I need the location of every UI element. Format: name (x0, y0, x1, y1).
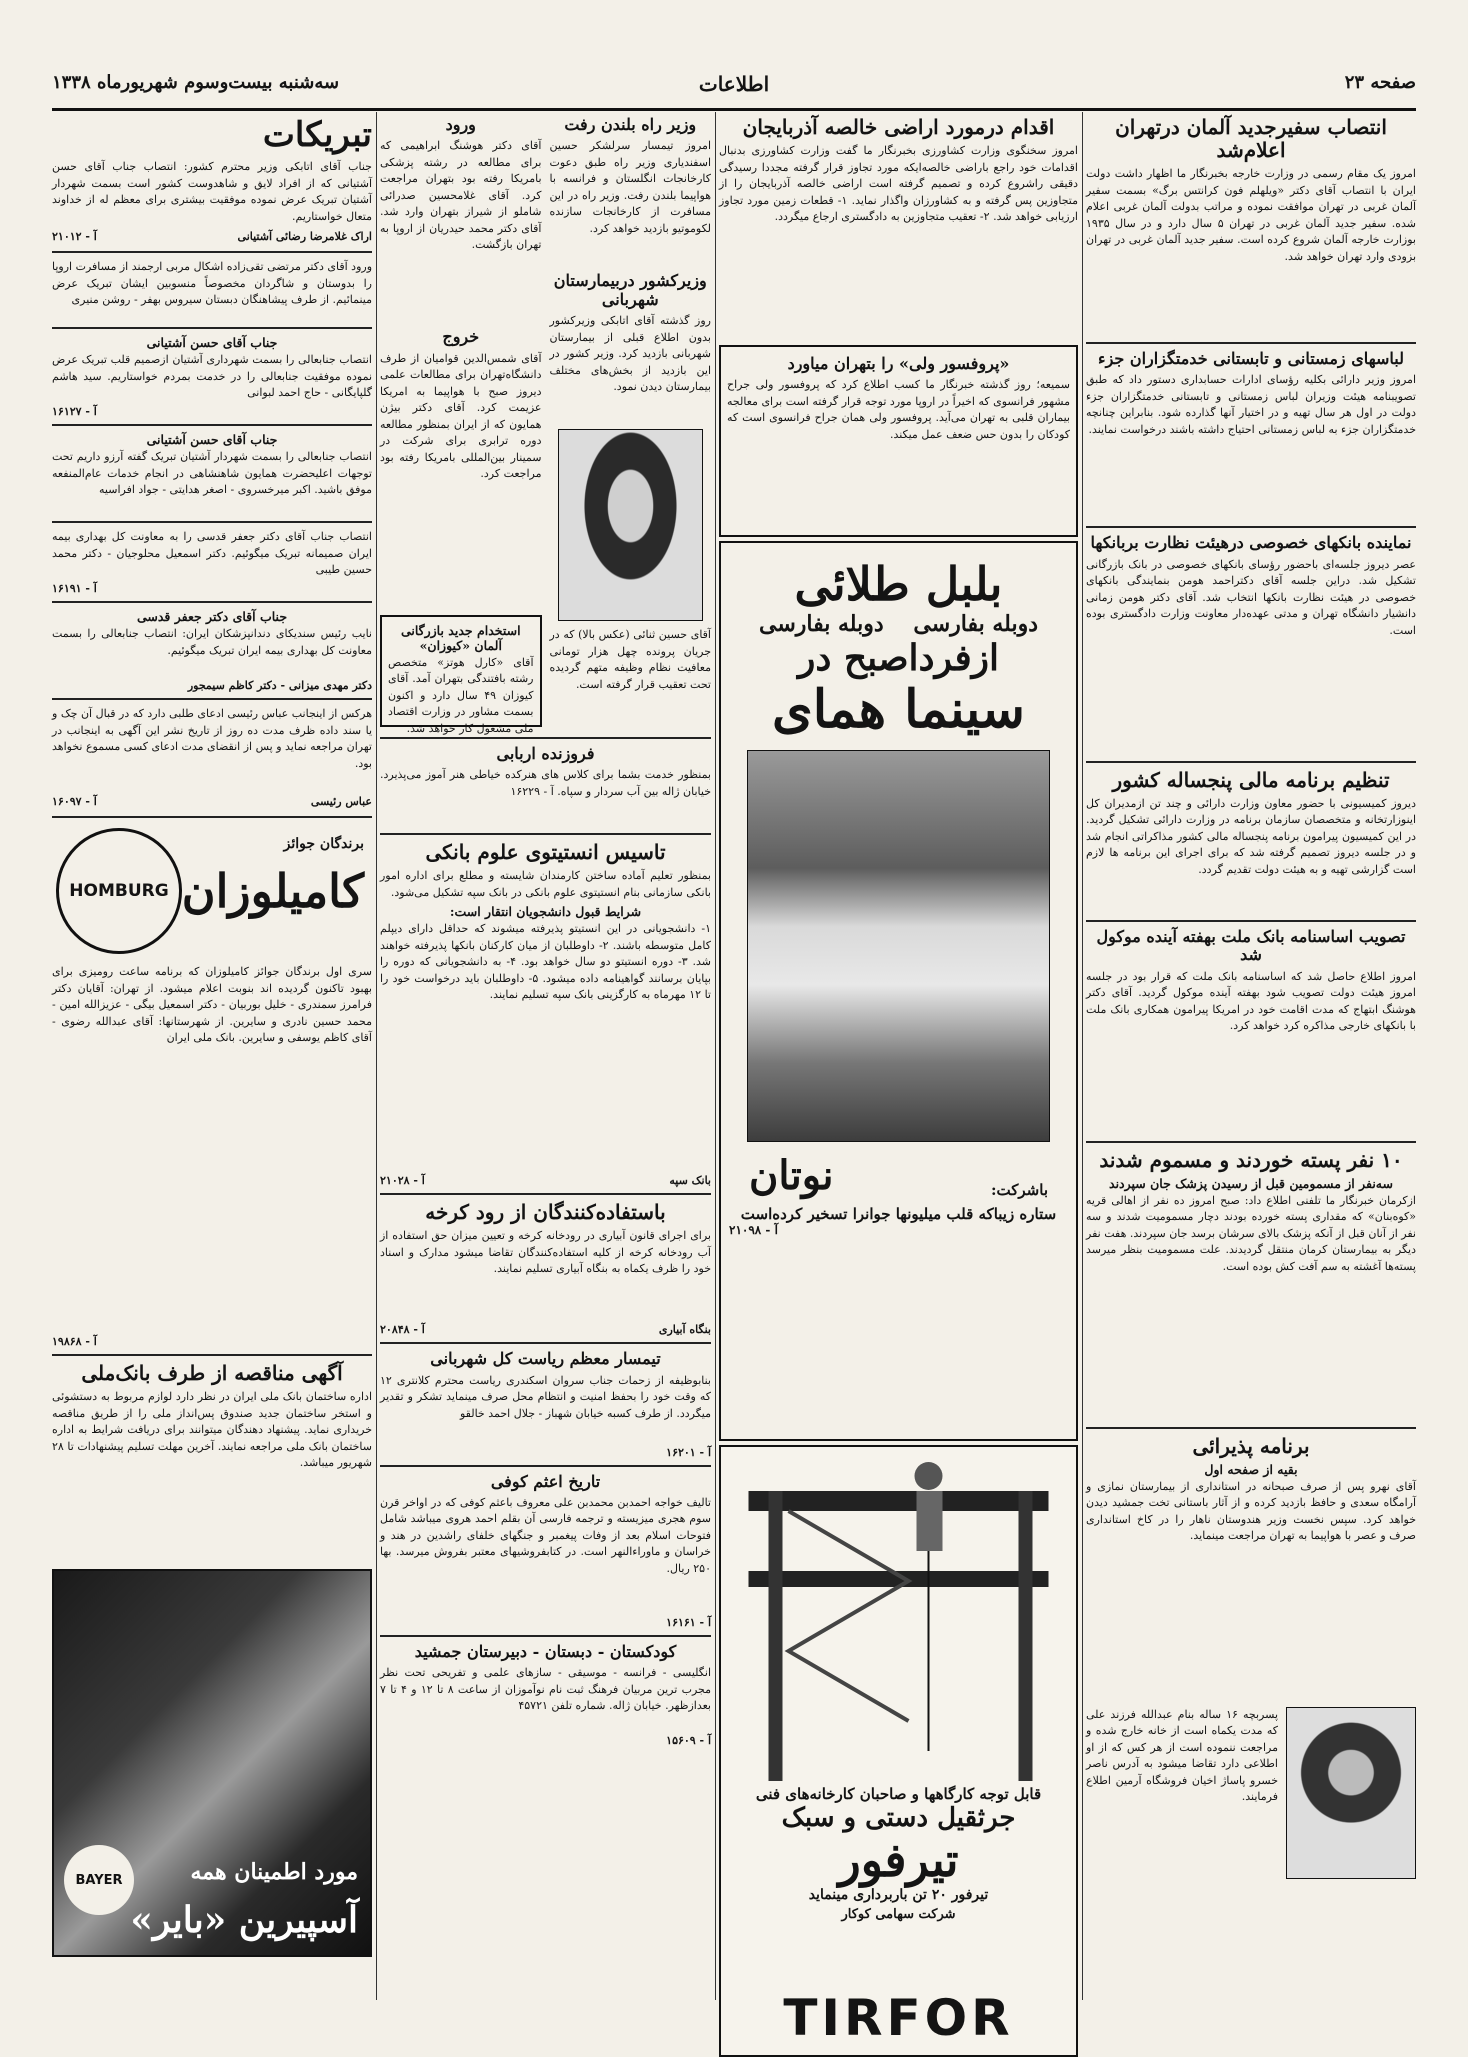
headline: خروج (442, 327, 480, 347)
signature: اراک غلامرضا رضائی آشتیانی (237, 230, 372, 244)
article-body: تالیف خواجه احمدبن محمدبن علی معروف باعثم کوفی که در اواخر قرن سوم هجری میزیسته و ترجمه فارسی آن بقلم احمد هروی میباشد شامل فتوحات اسلام بعد از وفات پیغمبر و جنگهای خلفای راشدین در هند و خراسان و ماوراءالنهر است. در کتابفروشیهای معتبر بفروش میرسد. بها ۲۵۰ ریال. (380, 1495, 711, 1575)
movie-title: بلبل طلائی (794, 557, 1003, 611)
page-header (52, 66, 1416, 106)
ad-code: آ - ۲۱۰۱۲ (52, 230, 97, 244)
article-body: بمنظور خدمت بشما برای کلاس های هنرکده خیاطی هنر آموز می‌پذیرد. خیابان ژاله بین آب سردار و سپاه. آ - ۱۶۲۲۹ (380, 768, 711, 798)
headline: فروزنده اربابی (496, 743, 595, 763)
homburg-logo: HOMBURG (56, 828, 182, 954)
dubbing-label: دوبله بفارسی (759, 611, 884, 637)
article-body: عصر دیروز جلسه‌ای باحضور رؤسای بانکهای خصوصی در بانک بازرگانی تشکیل شد. دراین جلسه آقای دکتراحمد هومن بنمایندگی بانکهای خصوصی در هیئت نظارت بانکها انتخاب شد. آقای دکتر هومن زمانی دانشیار دانشگاه تهران و مدتی عهده‌دار معاونت وزارت دادگستری بوده است. (1086, 557, 1416, 637)
boxed-article (719, 345, 1078, 537)
headline: کودکستان - دبستان - دبیرستان جمشید (414, 1641, 677, 1661)
news-block (550, 112, 712, 731)
signature: بانک سپه (669, 1174, 711, 1188)
headline: «پروفسور ولی» را بتهران میاورد (787, 354, 1010, 373)
ad-code: آ - ۱۶۱۶۱ (666, 1615, 711, 1629)
article-body: آقای «کارل هوتز» متخصص رشته بافتندگی بتهران آمد. آقای کیوزان ۴۹ سال دارد و اکنون بسمت مشاور در وزارت اقتصاد ملی مشغول کار خواهد شد. (388, 655, 534, 735)
article-body: آقای شمس‌الدین قوامیان از طرف دانشگاه‌تهران برای مطالعات علمی دیروز صبح با هواپیما به امریکا عزیمت کرد. آقای دکتر بیژن همایون که از ایران بمنظور مطالعه دوره ترابری برای شرکت در سمینار بین‌المللی بامریکا رفته بود مراجعت کرد. (380, 351, 542, 481)
boy-photo (1286, 1707, 1416, 1879)
divider (1086, 1141, 1416, 1143)
dubbing-label: دوبله بفارسی (913, 611, 1038, 637)
divider (380, 833, 711, 835)
signature-row (380, 1174, 711, 1187)
article-body: بنابوظیفه از زحمات جناب سروان اسکندری ریاست محترم کلانتری ۱۲ که وقت خود را بحفظ امنیت و انتظام محل صرف مینماید تشکر و تقدیر میگردد. از طرف کسبه خیابان شهباز - جلال احمد خالقو (380, 1373, 711, 1420)
divider (52, 816, 372, 818)
divider (52, 327, 372, 329)
winners-label: برندگان جوائز (283, 836, 364, 853)
article-body: هرکس از اینجانب عباس رئیسی ادعای طلبی دارد که در قبال آن چک و یا سند داده ظرف مدت ده روز از تاریخ نشر این آگهی به اینجانب در تهران مراجعه نماید و پس از انقضای مدت ادعای کسی مسموع نخواهد بود. (52, 707, 372, 770)
worker-head (915, 1462, 943, 1490)
article-body: آقای دکتر هوشنگ ابراهیمی که برای مطالعه در رشته پزشکی بامریکا رفته بود بتهران مراجعت کرد. آقای غلامحسین صدرائی شاملو از شیراز بتهران وارد شد. آقای دکتر محمد حیدریان از اروپا به تهران بازگشت. (380, 139, 542, 252)
article-body: امروز سخنگوی وزارت کشاورزی بخبرنگار ما گفت وزارت کشاورزی بدنبال اقدامات خود راجع باراضی خالصه‌ایکه مورد تجاوز قرار گرفته مجددا رسیدگی دقیقی راشروع کرده و تصمیم گرفته است اراضی خالصه آذربایجان را از متجاوزین پس گرفته و به کشاورزان واگذار نماید. ۱- قطعات زمین مورد تجاوز ارزیابی خواهد شد. ۲- تعقیب متجاوزین به دادگستری ارجاع میگردد. (719, 144, 1079, 223)
divider (1086, 1427, 1416, 1429)
divider (380, 1465, 711, 1467)
article-body: ۱- دانشجویانی در این انستیتو پذیرفته میشوند که حداقل دارای دیپلم کامل متوسطه باشند. ۲- داوطلبان از میان کارکنان بانکها پذیرفته خواهند شد. ۳- دوره انستیتو دو سال خواهد بود. ۴- به دانشجویانی که دوره را بپایان برسانند گواهینامه داده میشود. ۵- داوطلبان باید درخواست خود را تا ۱۲ مهرماه به کارگزینی بانک سپه تسلیم نمایند. (380, 922, 712, 1002)
signature: عباس رئیسی (310, 795, 372, 809)
article-body: آقای نهرو پس از صرف صبحانه در استانداری از بیمارستان نمازی و آرامگاه سعدی و حافظ بازدید کرده و از آثار باستانی تخت جمشید دیدن خواهد کرد. سپس نخست وزیر هندوستان ناهار را در کاخ استانداری صرف و عصر با هواپیما به تهران مراجعت مینماید. (1086, 1479, 1416, 1543)
tirfor-intro: قابل توجه کارگاهها و صاحبان کارخانه‌های فنی (755, 1785, 1042, 1803)
ad-code: آ - ۱۵۶۰۹ (666, 1734, 711, 1748)
steel-beam (749, 1491, 1049, 1511)
article-body: روز گذشته آقای اتابکی وزیرکشور بدون اطلاع قبلی از بیمارستان شهربانی بازدید کرد. وزیر کشور در این بازدید از بخش‌های مختلف بیمارستان دیدن نمود. (549, 314, 711, 394)
headline: نماینده بانکهای خصوصی درهیئت نظارت بربانکها (1090, 533, 1412, 553)
divider (380, 1635, 711, 1637)
headline: جناب آقای دکتر جعفر قدسی (136, 609, 288, 625)
camilosan-advertisement (52, 824, 372, 964)
headline: تاسیس انستیتوی علوم بانکی (425, 840, 666, 865)
bayer-logo: BAYER (64, 1845, 134, 1915)
article-body: انتصاب جنابعالی را بسمت شهردار آشتیان تبریک گفته آرزو داریم تحت توجهات اعلیحضرت همایون شاهنشاهی در انجام خدمات عام‌المنفعه موفق باشید. اکبر میرخسروی - اصغر هدایتی - جواد افراسیه (52, 450, 372, 497)
divider (52, 601, 372, 603)
section-title: تبریکات (262, 115, 372, 155)
truss (789, 1511, 909, 1721)
headline: تاریخ اعثم کوفی (490, 1471, 601, 1491)
signature: دکتر مهدی میزانی - دکتر کاظم سیمجور (187, 679, 372, 693)
article-body: بمنظور تعلیم آماده ساختن کارمندان شایسته و مطلع برای اداره امور بانکی سازمانی بنام انستیتوی علوم بانکی در بانک سپه تشکیل می‌شود. (380, 869, 711, 899)
winners-list: سری اول برندگان جوائز کامیلوزان که برنامه ساعت رومیزی برای بهبود تاکنون گردیده اند بنوبت اعلام میشود. از تهران: آقایان دکتر فرامرز سمندری - خلیل بوربیان - دکتر اسمعیل بیگی - عزیزالله امین - محمد حسین نادری و سایرین. از شهرستانها: آقای عبدالله رضوی - آقای کاظم یوسفی و سایرین. بانک ملی ایران (52, 965, 372, 1045)
article-body: امروز وزیر دارائی بکلیه رؤسای ادارات حسابداری دستور داد که طبق تصویبنامه هیئت وزیران لباس زمستانی و تابستانی خدمتگزاران جزء دولت در اول هر سال تهیه و در اختیار آنها گذارده شود. بنابراین چنانچه خدمتگزاران جزء به لباس زمستانی احتیاج داشته باشند درخواست نمایند. (1086, 373, 1416, 436)
cast-label: باشرکت: (991, 1181, 1048, 1199)
article-body: انگلیسی - فرانسه - موسیقی - سازهای علمی و تفریحی تحت نظر مجرب ترین مربیان فرهنگ ثبت نام نوآموزان از ساعت ۸ تا ۱۲ و ۴ تا ۷ بعدازظهر. خیابان ژاله. شماره تلفن ۴۵۷۲۱ (380, 1666, 712, 1713)
cast-row (729, 1152, 1068, 1199)
star-description: ستاره زیباکه قلب میلیونها جوانرا تسخیر کرده‌است (740, 1205, 1057, 1223)
article-body: ازکرمان خبرنگار ما تلفنی اطلاع داد: صبح امروز ده نفر از اهالی قریه «کوه‌بنان» که مقداری پسته خورده بودند دچار مسمومیت شدند و سه نفر از آنان قبل از آنکه پزشک بالای سرشان برسد جان سپردند. هفت نفر دیگر به بیمارستان کرمان منتقل گردیدند. علت مسمومیت بنظر میرسد پسته‌ها آغشته به سم آفت کش بوده است. (1086, 1193, 1416, 1273)
photo-caption: آقای حسین ثنائی (عکس بالا) که در جریان پرونده چهل هزار تومانی معافیت نظام وظیفه متهم گردیده تحت تعقیب قرار گرفته است. (549, 628, 711, 691)
steel-column (769, 1491, 783, 1781)
news-block (380, 112, 542, 735)
column-2 (719, 112, 1079, 2047)
divider (1086, 342, 1416, 344)
ad-code: آ - ۱۹۸۶۸ (52, 1335, 97, 1349)
headline: جناب آقای حسن آشتیانی (146, 432, 278, 448)
signature-row (52, 793, 372, 810)
cinema-advertisement (719, 541, 1078, 1441)
headline: تصویب اساسنامه بانک ملت بهفته آینده موکول شد (1096, 926, 1406, 965)
signature-row (380, 1323, 711, 1336)
headline: انتصاب سفیرجدید آلمان درتهران اعلام‌شد (1115, 115, 1387, 162)
column-4 (52, 112, 372, 2000)
notice-body: پسربچه ۱۶ ساله بنام عبدالله فرزند علی که مدت یکماه است از خانه خارج شده و مراجعت ننموده است از هر کس که از او اطلاعی دارد تقاضا میشود به آدرس ناصر خسرو پاساژ اخیان فروشگاه آرمین اطلاع فرمایند. (1086, 1707, 1278, 1804)
divider (380, 1342, 711, 1344)
headline: لباسهای زمستانی و تابستانی خدمتگزاران جزء (1098, 349, 1404, 368)
ad-code: آ - ۲۱۰۲۸ (380, 1174, 425, 1188)
headline: جناب آقای حسن آشتیانی (146, 335, 278, 351)
article-body: نایب رئیس سندیکای دندانپزشکان ایران: انتصاب جنابعالی را بسمت معاونت کل بهداری بیمه ایران تبریک میگوئیم. (52, 627, 372, 657)
article-body: انتصاب جناب آقای دکتر جعفر قدسی را به معاونت کل بهداری بیمه ایران صمیمانه تبریک میگوئیم. دکتر اسمعیل محلوجیان - دکتر محمد حسین طیبی (52, 530, 372, 577)
column-3 (380, 112, 711, 2000)
top-news-row (380, 112, 711, 735)
crane-illustration (727, 1451, 1070, 1781)
tirfor-spec: تیرفور ۲۰ تن باربرداری مینماید (808, 1887, 989, 1903)
divider (1086, 526, 1416, 528)
tirfor-brand: تیرفور (838, 1833, 959, 1887)
divider (380, 1193, 711, 1195)
headline: برنامه پذیرائی (1192, 1433, 1310, 1458)
tirfor-advertisement (719, 1445, 1078, 2057)
steel-column (1019, 1491, 1033, 1781)
article-body: امروز اطلاع حاصل شد که اساسنامه بانک ملت که قرار بود در جلسه امروز هیئت دولت تصویب شود بهفته آینده موکول گردید. آقای دکتر هوشنگ ابتهاج که مدت اقامت خود در امریکا پیرامون همکاری بانک ملت با بانکهای خارجی مذاکره کرد خواهد کرد. (1086, 969, 1416, 1033)
article-body: انتصاب جنابعالی را بسمت شهرداری آشتیان ازصمیم قلب تبریک عرض نموده موفقیت جنابعالی را در خدمت بمردم خواستاریم. سید هاشم گلپایگانی - حاج احمد لبوانی (52, 353, 372, 400)
signature-row (52, 228, 372, 245)
divider (52, 424, 372, 426)
ad-code: آ - ۲۰۸۴۸ (380, 1323, 425, 1337)
divider (52, 1354, 372, 1356)
tirfor-subtitle: جرثقیل دستی و سبک (781, 1803, 1016, 1833)
ad-code: آ - ۱۶۲۰۱ (666, 1445, 711, 1459)
actress-photo (747, 750, 1050, 1142)
divider (52, 251, 372, 253)
headline: وزیر راه بلندن رفت (564, 115, 697, 134)
subheadline: شرایط قبول دانشجویان انتقار است: (449, 904, 642, 920)
ad-code: آ - ۱۶۰۹۷ (52, 795, 97, 809)
divider (52, 521, 372, 523)
page-number: صفحه ۲۳ (1344, 72, 1416, 93)
dubbing-labels (729, 611, 1068, 637)
subheadline: بقیه از صفحه اول (1204, 1461, 1298, 1477)
column-divider (376, 112, 377, 2000)
column-1 (1086, 112, 1416, 2000)
ad-code: آ - ۱۶۱۹۱ (52, 582, 97, 596)
star-name: نوتان (749, 1152, 834, 1199)
divider (1086, 920, 1416, 922)
bayer-aspirin-advertisement (52, 1569, 372, 1957)
subheadline: سه‌نفر از مسمومین قبل از رسیدن پزشک جان سپردند (1109, 1175, 1393, 1191)
headline: اقدام درمورد اراضی خالصه آذربایجان (742, 115, 1055, 139)
headline: آگهی مناقصه از طرف بانک‌ملی (81, 1361, 343, 1386)
newspaper-name: اطلاعات (698, 72, 770, 96)
divider (1086, 761, 1416, 763)
tirfor-logo: TIRFOR (783, 1989, 1014, 2047)
cinema-name: سینما همای (772, 679, 1025, 740)
issue-date: سه‌شنبه بیست‌وسوم شهریورماه ۱۳۳۸ (52, 72, 340, 93)
ad-code: آ - ۲۱۰۹۸ (729, 1223, 778, 1237)
column-divider (1082, 112, 1083, 2000)
tirfor-agent: شرکت سهامی کوکار (841, 1907, 956, 1922)
worker-body (917, 1491, 943, 1551)
headline: باستفاده‌کنندگان از رود کرخه (425, 1200, 666, 1225)
article-body: برای اجرای قانون آبیاری در رودخانه کرخه و تعیین میزان حق استفاده از آب رودخانه کرخه از کلیه استفاده‌کنندگان تقاضا میشود مدارک و اسناد خود را ظرف یکماه به بنگاه آبیاری تسلیم نمایند. (380, 1229, 711, 1276)
ad-slogan: مورد اطمینان همه (190, 1859, 358, 1886)
headline: تنظیم برنامه مالی پنجساله کشور (1112, 767, 1390, 792)
ad-code: آ - ۱۶۱۲۷ (52, 405, 97, 419)
divider (52, 698, 372, 700)
product-brand: کامیلوزان (181, 864, 364, 919)
article-body: سمیعه؛ روز گذشته خبرنگار ما کسب اطلاع کرد که پروفسور ولی جراح مشهور فرانسوی که اخیراً در اروپا مورد توجه قرار گرفته است برای معالجه بیماران قلبی به تهران می‌آید. پروفسور ولی همان جراح فرانسوی است که کودکان را بدون حس ضعف عمل میکند. (727, 378, 1070, 441)
header-rule (52, 108, 1416, 111)
signature: بنگاه آبیاری (658, 1323, 711, 1337)
article-body: ورود آقای دکتر مرتضی تقی‌زاده اشکال مربی ارجمند از مسافرت اروپا را بدوستان و شاگردان مخصوصاً منسوبین ایشان تبریک عرض مینمائیم. از طرف پیشاهنگان دبستان سیروس بهفر - روشن منیری (52, 260, 372, 307)
article-body: اداره ساختمان بانک ملی ایران در نظر دارد لوازم مربوط به دستشوئی و استخر ساختمان جدید صندوق پس‌انداز ملی را از طریق مناقصه خریداری نماید. پیشنهاد دهندگان میتوانند برای دریافت شرایط به اداره ساختمان بانک ملی مراجعه نمایند. آخرین مهلت تسلیم پیشنهادات تا ۲۸ شهریور میباشد. (52, 1390, 372, 1470)
missing-boy-notice (1086, 1707, 1416, 1879)
article-body: جناب آقای اتابکی وزیر محترم کشور: انتصاب جناب آقای حسن آشتیانی که از افراد لایق و شاهدوست کشور است بسمت شهردار آشتیان تبریک عرض نموده موفقیت بیشتری برای معظم له از خداوند متعال خواستاریم. (52, 160, 372, 223)
article-body: امروز تیمسار سرلشکر حسین اسفندیاری وزیر راه طبق دعوت کارخانجات انگلستان و فرانسه با هواپیما بلندن رفت. وزیر راه در این مسافرت از کارخانجات سازنده لکوموتیو بازدید خواهد کرد. (549, 139, 711, 235)
product-name: آسپیرین «بایر» (130, 1899, 358, 1942)
column-divider (715, 112, 716, 2000)
article-body: امروز یک مقام رسمی در وزارت خارجه بخبرنگار ما اظهار داشت دولت ایران با انتصاب آقای دکتر «ویلهلم فون کرانتس برگ» بسمت سفیر آلمان غربی در تهران موافقت نموده و مراتب بدولت آلمان غربی اعلام شده. سفیر جدید آلمان غربی در تهران ۵ سال دارد و در سال ۱۹۳۵ بوزارت خارجه آلمان شروع کرده است. سفیر جدید آلمان غربی در تهران بزودی وارد تهران خواهد شد. (1086, 167, 1416, 263)
headline: استخدام جدید بازرگانی آلمان «کیوزان» (400, 622, 521, 653)
headline: تیمسار معظم ریاست کل شهربانی (430, 1349, 661, 1369)
headline: ۱۰ نفر پسته خوردند و مسموم شدند (1099, 1147, 1403, 1172)
headline: وزیرکشور دربیمارستان شهربانی (553, 271, 707, 309)
portrait-photo (558, 429, 704, 621)
boxed-notice (380, 615, 542, 735)
article-body: دیروز کمیسیونی با حضور معاون وزارت دارائی و چند تن ازمدیران کل اینوزارتخانه و متخصصان سازمان برنامه در وزارت دارائی تشکیل گردید. در این کمیسیون پیرامون برنامه پنجساله مالی کشور مذاکراتی انجام شد و در جلسه دیروز تصمیم گرفته شد که برای اجرای این برنامه ها لازم است گزارشی تهیه و به هیئت دولت تقدیم گردد. (1086, 796, 1416, 876)
headline: ورود (445, 115, 476, 134)
release-time: ازفرداصبح در (797, 637, 1000, 679)
